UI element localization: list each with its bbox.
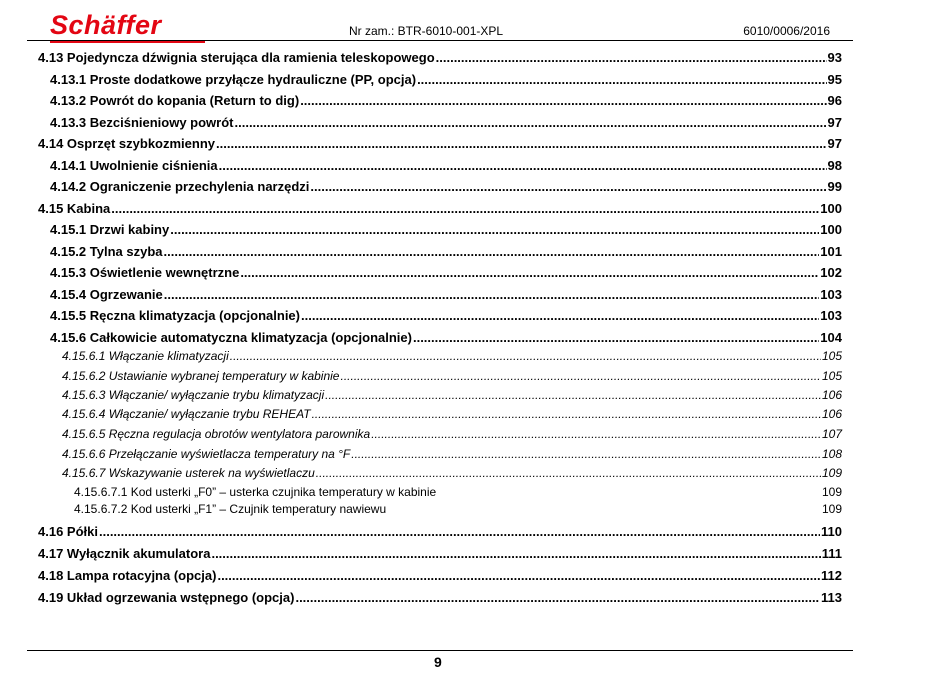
toc-entry[interactable] xyxy=(38,568,842,583)
toc-entry-page: 97 xyxy=(827,115,842,130)
toc-leader-dots xyxy=(325,388,821,402)
toc-entry-page: 100 xyxy=(820,201,842,216)
toc-leader-dots xyxy=(164,287,820,302)
header-divider xyxy=(27,40,853,41)
toc-entry-title: 4.13 Pojedyncza dźwignia sterująca dla ramienia teleskopowego xyxy=(38,50,435,65)
toc-entry-page: 102 xyxy=(820,265,842,280)
toc-leader-dots xyxy=(211,546,820,561)
toc-entry-page: 113 xyxy=(821,590,842,605)
toc-leader-dots xyxy=(230,349,821,363)
toc-entry[interactable] xyxy=(38,201,842,216)
toc-entry-title: 4.15.6 Całkowicie automatyczna klimatyzacja (opcjonalnie) xyxy=(50,330,412,345)
toc-entry-title: 4.16 Półki xyxy=(38,524,98,539)
toc-entry[interactable] xyxy=(62,407,842,421)
order-number: Nr zam.: BTR-6010-001-XPL xyxy=(349,24,504,38)
toc-entry-page: 97 xyxy=(827,136,842,151)
toc-entry-title: 4.14.1 Uwolnienie ciśnienia xyxy=(50,158,218,173)
toc-entry[interactable] xyxy=(62,447,842,461)
toc-leader-dots xyxy=(300,93,826,108)
toc-entry-page: 96 xyxy=(827,93,842,108)
toc-entry[interactable] xyxy=(62,388,842,402)
toc-entry[interactable] xyxy=(38,546,842,561)
toc-leader-dots xyxy=(235,115,827,130)
toc-leader-dots xyxy=(351,447,821,461)
toc-entry-page: 105 xyxy=(821,369,842,383)
toc-entry-title: 4.15.6.3 Włączanie/ wyłączanie trybu klimatyzacji xyxy=(62,388,325,402)
toc-entry[interactable] xyxy=(50,222,842,237)
toc-entry[interactable] xyxy=(74,502,842,516)
toc-leader-dots xyxy=(417,72,826,87)
toc-entry-title: 4.15.6.2 Ustawianie wybranej temperatury w kabinie xyxy=(62,369,340,383)
toc-entry-page: 101 xyxy=(820,244,842,259)
toc-leader-dots xyxy=(295,590,820,605)
toc-entry[interactable] xyxy=(62,427,842,441)
toc-entry-page: 99 xyxy=(827,179,842,194)
toc-entry[interactable] xyxy=(50,308,842,323)
toc-entry-title: 4.15.3 Oświetlenie wewnętrzne xyxy=(50,265,240,280)
toc-entry-page: 103 xyxy=(820,308,842,323)
toc-entry-title: 4.15.2 Tylna szyba xyxy=(50,244,163,259)
toc-entry-title: 4.13.2 Powrót do kopania (Return to dig) xyxy=(50,93,300,108)
toc-entry[interactable] xyxy=(38,50,842,65)
toc-entry-title: 4.18 Lampa rotacyjna (opcja) xyxy=(38,568,217,583)
toc-leader-dots xyxy=(436,50,827,65)
toc-entry[interactable] xyxy=(38,136,842,151)
toc-entry[interactable] xyxy=(38,590,842,605)
toc-entry[interactable] xyxy=(62,466,842,480)
toc-entry-page: 109 xyxy=(821,502,842,516)
company-logo: Schäffer xyxy=(50,10,162,40)
toc-entry-page: 104 xyxy=(820,330,842,345)
toc-entry-title: 4.15.5 Ręczna klimatyzacja (opcjonalnie) xyxy=(50,308,300,323)
toc-leader-dots xyxy=(240,265,819,280)
toc-leader-dots xyxy=(413,330,819,345)
toc-leader-dots xyxy=(312,407,821,421)
toc-entry-page: 112 xyxy=(821,568,842,583)
toc-entry-title: 4.15.6.7 Wskazywanie usterek na wyświetlaczu xyxy=(62,466,315,480)
toc-entry-title: 4.15.1 Drzwi kabiny xyxy=(50,222,170,237)
toc-entry-page: 109 xyxy=(821,466,842,480)
toc-entry[interactable] xyxy=(50,179,842,194)
toc-entry-title: 4.19 Układ ogrzewania wstępnego (opcja) xyxy=(38,590,295,605)
toc-entry-title: 4.15.6.7.2 Kod usterki „F1” – Czujnik temperatury nawiewu xyxy=(74,502,387,516)
toc-entry-title: 4.15 Kabina xyxy=(38,201,111,216)
toc-entry-title: 4.15.6.7.1 Kod usterki „F0” – usterka czujnika temperatury w kabinie xyxy=(74,485,437,499)
toc-leader-dots xyxy=(111,201,819,216)
toc-entry-page: 93 xyxy=(827,50,842,65)
toc-entry-page: 103 xyxy=(820,287,842,302)
toc-entry[interactable] xyxy=(50,330,842,345)
toc-entry[interactable] xyxy=(50,265,842,280)
toc-leader-dots xyxy=(219,158,827,173)
toc-entry-title: 4.14 Osprzęt szybkozmienny xyxy=(38,136,216,151)
document-id: 6010/0006/2016 xyxy=(743,24,830,38)
toc-entry[interactable] xyxy=(62,349,842,363)
toc-entry-title: 4.14.2 Ograniczenie przechylenia narzędzi xyxy=(50,179,310,194)
toc-entry-page: 100 xyxy=(820,222,842,237)
toc-entry-page: 110 xyxy=(821,524,842,539)
toc-entry-title: 4.15.6.5 Ręczna regulacja obrotów wentylatora parownika xyxy=(62,427,371,441)
toc-leader-dots xyxy=(164,244,820,259)
toc-entry[interactable] xyxy=(50,158,842,173)
toc-leader-dots xyxy=(99,524,820,539)
toc-entry[interactable] xyxy=(50,287,842,302)
toc-entry[interactable] xyxy=(50,244,842,259)
toc-entry-page: 108 xyxy=(821,447,842,461)
toc-entry[interactable] xyxy=(50,72,842,87)
toc-entry-page: 109 xyxy=(821,485,842,499)
toc-leader-dots xyxy=(340,369,820,383)
toc-entry-page: 95 xyxy=(827,72,842,87)
toc-entry-title: 4.15.6.4 Włączanie/ wyłączanie trybu REHEAT xyxy=(62,407,311,421)
toc-leader-dots xyxy=(216,136,827,151)
toc-entry-title: 4.15.4 Ogrzewanie xyxy=(50,287,163,302)
toc-entry-title: 4.17 Wyłącznik akumulatora xyxy=(38,546,211,561)
toc-entry-title: 4.15.6.1 Włączanie klimatyzacji xyxy=(62,349,229,363)
toc-entry-title: 4.13.3 Bezciśnieniowy powrót xyxy=(50,115,234,130)
page-header xyxy=(0,0,949,48)
toc-leader-dots xyxy=(217,568,820,583)
footer-divider xyxy=(27,650,853,651)
toc-leader-dots xyxy=(170,222,819,237)
toc-entry[interactable] xyxy=(38,524,842,539)
toc-entry[interactable] xyxy=(50,93,842,108)
toc-leader-dots xyxy=(371,427,821,441)
toc-entry-page: 106 xyxy=(821,407,842,421)
toc-entry[interactable] xyxy=(50,115,842,130)
page-number: 9 xyxy=(434,654,442,670)
toc-entry-page: 111 xyxy=(821,546,842,561)
toc-entry-page: 105 xyxy=(821,349,842,363)
toc-leader-dots xyxy=(301,308,819,323)
toc-entry[interactable] xyxy=(62,369,842,383)
toc-entry-page: 106 xyxy=(821,388,842,402)
toc-entry-page: 107 xyxy=(821,427,842,441)
toc-leader-dots xyxy=(310,179,826,194)
toc-entry-page: 98 xyxy=(827,158,842,173)
toc-entry[interactable] xyxy=(74,485,842,499)
toc-entry-title: 4.15.6.6 Przełączanie wyświetlacza temperatury na °F xyxy=(62,447,351,461)
toc-leader-dots xyxy=(316,466,821,480)
toc-entry-title: 4.13.1 Proste dodatkowe przyłącze hydrauliczne (PP, opcja) xyxy=(50,72,417,87)
